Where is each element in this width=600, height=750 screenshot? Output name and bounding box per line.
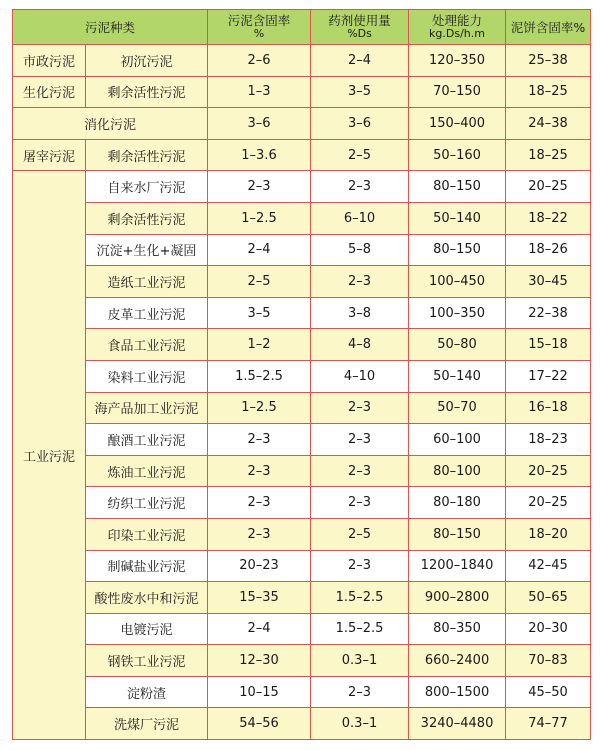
dosage-cell: 2–3 [311, 550, 409, 582]
category-cell: 工业污泥 [13, 171, 86, 740]
subtype-cell: 皮革工业污泥 [86, 297, 208, 329]
dosage-cell: 1.5–2.5 [311, 582, 409, 614]
dosage-cell: 2–5 [311, 139, 409, 171]
cake-cell: 18–25 [506, 76, 591, 108]
dosage-cell: 2–3 [311, 424, 409, 456]
cake-cell: 24–38 [506, 108, 591, 140]
dosage-cell: 5–8 [311, 234, 409, 266]
solid-cell: 1–3 [208, 76, 311, 108]
header-dosage [311, 10, 409, 45]
subtype-cell: 造纸工业污泥 [86, 266, 208, 298]
sludge-table-container [12, 9, 590, 740]
capacity-cell: 120–350 [409, 45, 506, 77]
subtype-cell: 钢铁工业污泥 [86, 645, 208, 677]
subtype-cell: 海产品加工业污泥 [86, 392, 208, 424]
dosage-cell: 2–3 [311, 392, 409, 424]
capacity-cell: 80–150 [409, 234, 506, 266]
capacity-cell: 50–70 [409, 392, 506, 424]
header-solid-content-label: 污泥含固率 [227, 13, 291, 28]
dosage-cell: 2–3 [311, 171, 409, 203]
capacity-cell: 900–2800 [409, 582, 506, 614]
cake-cell: 18–20 [506, 518, 591, 550]
dosage-cell: 0.3–1 [311, 645, 409, 677]
solid-cell: 2–3 [208, 171, 311, 203]
solid-cell: 2–6 [208, 45, 311, 77]
subtype-cell: 酸性废水中和污泥 [86, 582, 208, 614]
capacity-cell: 60–100 [409, 424, 506, 456]
solid-cell: 1.5–2.5 [208, 360, 311, 392]
subtype-cell: 制碱盐业污泥 [86, 550, 208, 582]
subtype-cell: 纺织工业污泥 [86, 487, 208, 519]
table-row [13, 676, 591, 708]
capacity-cell: 660–2400 [409, 645, 506, 677]
table-row [13, 645, 591, 677]
solid-cell: 1–3.6 [208, 139, 311, 171]
solid-cell: 20–23 [208, 550, 311, 582]
dosage-cell: 4–10 [311, 360, 409, 392]
capacity-cell: 80–350 [409, 613, 506, 645]
subtype-cell: 炼油工业污泥 [86, 455, 208, 487]
table-row [13, 171, 591, 203]
cake-cell: 18–25 [506, 139, 591, 171]
dosage-cell: 2–5 [311, 518, 409, 550]
subtype-cell: 酿酒工业污泥 [86, 424, 208, 456]
subtype-cell: 沉淀+生化+凝固 [86, 234, 208, 266]
solid-cell: 3–6 [208, 108, 311, 140]
solid-cell: 1–2 [208, 329, 311, 361]
dosage-cell: 0.3–1 [311, 708, 409, 740]
cake-cell: 30–45 [506, 266, 591, 298]
cake-cell: 45–50 [506, 676, 591, 708]
subtype-cell: 剩余活性污泥 [86, 139, 208, 171]
capacity-cell: 50–140 [409, 202, 506, 234]
capacity-cell: 800–1500 [409, 676, 506, 708]
capacity-cell: 150–400 [409, 108, 506, 140]
cake-cell: 74–77 [506, 708, 591, 740]
table-row [13, 424, 591, 456]
solid-cell: 2–4 [208, 234, 311, 266]
dosage-cell: 3–5 [311, 76, 409, 108]
solid-cell: 10–15 [208, 676, 311, 708]
category-cell: 市政污泥 [13, 45, 86, 77]
capacity-cell: 80–150 [409, 171, 506, 203]
solid-cell: 2–5 [208, 266, 311, 298]
dosage-cell: 1.5–2.5 [311, 613, 409, 645]
header-solid-content [208, 10, 311, 45]
table-row [13, 360, 591, 392]
header-capacity [409, 10, 506, 45]
table-row [13, 45, 591, 77]
subtype-cell: 印染工业污泥 [86, 518, 208, 550]
capacity-cell: 80–150 [409, 518, 506, 550]
cake-cell: 18–26 [506, 234, 591, 266]
cake-cell: 25–38 [506, 45, 591, 77]
solid-cell: 1–2.5 [208, 392, 311, 424]
table-row [13, 613, 591, 645]
header-sludge-type: 污泥种类 [13, 10, 208, 45]
header-solid-content-unit: % [253, 27, 265, 40]
subtype-cell: 剩余活性污泥 [86, 202, 208, 234]
table-row [13, 487, 591, 519]
header-cake-solid: 泥饼含固率% [506, 10, 591, 45]
solid-cell: 2–3 [208, 487, 311, 519]
subtype-cell: 自来水厂污泥 [86, 171, 208, 203]
capacity-cell: 50–80 [409, 329, 506, 361]
dosage-cell: 4–8 [311, 329, 409, 361]
cake-cell: 18–22 [506, 202, 591, 234]
header-capacity-label: 处理能力 [432, 13, 483, 28]
solid-cell: 54–56 [208, 708, 311, 740]
table-row [13, 329, 591, 361]
cake-cell: 20–25 [506, 171, 591, 203]
capacity-cell: 80–100 [409, 455, 506, 487]
table-row [13, 266, 591, 298]
dosage-cell: 2–3 [311, 266, 409, 298]
table-row [13, 234, 591, 266]
cake-cell: 20–25 [506, 487, 591, 519]
solid-cell: 1–2.5 [208, 202, 311, 234]
subtype-cell: 淀粉渣 [86, 676, 208, 708]
cake-cell: 20–30 [506, 613, 591, 645]
solid-cell: 12–30 [208, 645, 311, 677]
cake-cell: 16–18 [506, 392, 591, 424]
dosage-cell: 2–3 [311, 676, 409, 708]
solid-cell: 2–3 [208, 518, 311, 550]
header-dosage-unit: %Ds [347, 27, 372, 40]
table-row [13, 518, 591, 550]
subtype-cell: 剩余活性污泥 [86, 76, 208, 108]
capacity-cell: 50–160 [409, 139, 506, 171]
capacity-cell: 1200–1840 [409, 550, 506, 582]
capacity-cell: 100–350 [409, 297, 506, 329]
table-header-row [13, 10, 591, 45]
subtype-cell: 染料工业污泥 [86, 360, 208, 392]
subtype-cell: 洗煤厂污泥 [86, 708, 208, 740]
cake-cell: 15–18 [506, 329, 591, 361]
subtype-cell: 电镀污泥 [86, 613, 208, 645]
dosage-cell: 2–3 [311, 455, 409, 487]
cake-cell: 50–65 [506, 582, 591, 614]
capacity-cell: 100–450 [409, 266, 506, 298]
cake-cell: 42–45 [506, 550, 591, 582]
category-cell: 屠宰污泥 [13, 139, 86, 171]
table-row [13, 108, 591, 140]
solid-cell: 2–3 [208, 424, 311, 456]
header-capacity-unit: kg.Ds/h.m [429, 27, 485, 40]
cake-cell: 18–23 [506, 424, 591, 456]
table-row [13, 392, 591, 424]
table-row [13, 455, 591, 487]
capacity-cell: 70–150 [409, 76, 506, 108]
capacity-cell: 50–140 [409, 360, 506, 392]
table-row [13, 139, 591, 171]
table-row [13, 708, 591, 740]
header-dosage-label: 药剂使用量 [328, 13, 391, 28]
dosage-cell: 2–3 [311, 487, 409, 519]
sludge-data-table [12, 9, 591, 740]
solid-cell: 15–35 [208, 582, 311, 614]
table-row [13, 202, 591, 234]
capacity-cell: 80–180 [409, 487, 506, 519]
cake-cell: 20–25 [506, 455, 591, 487]
table-row [13, 297, 591, 329]
table-row [13, 550, 591, 582]
combined-type-cell: 消化污泥 [13, 108, 208, 140]
dosage-cell: 6–10 [311, 202, 409, 234]
dosage-cell: 3–8 [311, 297, 409, 329]
solid-cell: 2–4 [208, 613, 311, 645]
industrial-section [13, 171, 591, 740]
table-row [13, 76, 591, 108]
category-cell: 生化污泥 [13, 76, 86, 108]
table-row [13, 582, 591, 614]
cake-cell: 17–22 [506, 360, 591, 392]
dosage-cell: 2–4 [311, 45, 409, 77]
subtype-cell: 食品工业污泥 [86, 329, 208, 361]
capacity-cell: 3240–4480 [409, 708, 506, 740]
solid-cell: 2–3 [208, 455, 311, 487]
cake-cell: 70–83 [506, 645, 591, 677]
solid-cell: 3–5 [208, 297, 311, 329]
cake-cell: 22–38 [506, 297, 591, 329]
dosage-cell: 3–6 [311, 108, 409, 140]
subtype-cell: 初沉污泥 [86, 45, 208, 77]
